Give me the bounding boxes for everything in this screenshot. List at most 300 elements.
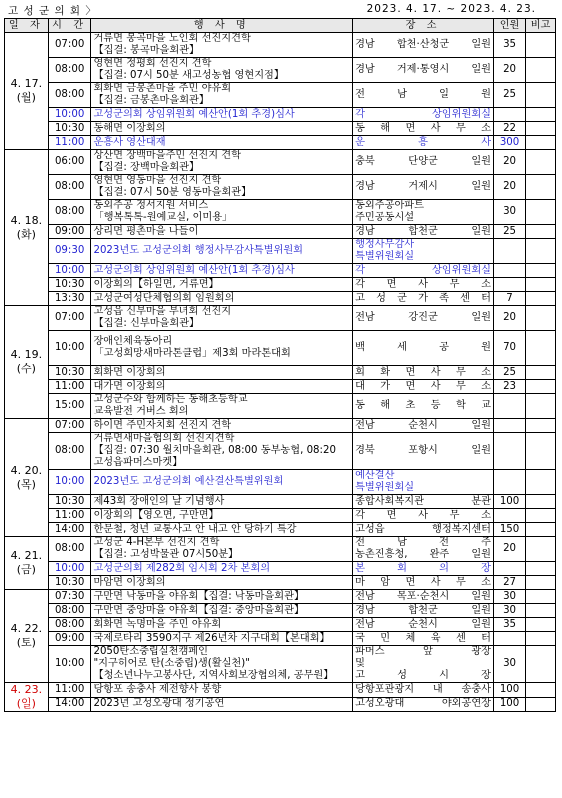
text-line: 특별위원회실 (355, 482, 415, 493)
event-cell (91, 419, 353, 433)
table-row (5, 108, 556, 122)
note-cell (526, 697, 556, 712)
text-line: 마 암 면 사 무 소 (355, 576, 492, 588)
attendees-cell: 300 (494, 136, 526, 150)
event-cell (91, 562, 353, 576)
text-line: 고성오광대 야외공연장 (355, 698, 492, 710)
attendees-cell: 25 (494, 366, 526, 380)
note-cell (526, 562, 556, 576)
text-line: 4. 21. (10, 549, 43, 562)
place-cell (353, 306, 494, 331)
text-line: 각 상임위원회실 (355, 108, 492, 120)
attendees-cell: 30 (494, 590, 526, 604)
event-line: 【집결: 신부마을회관】 (93, 318, 200, 329)
time-cell: 07:30 (48, 590, 91, 604)
attendees-cell: 30 (494, 604, 526, 618)
table-row (5, 225, 556, 239)
note-cell (526, 278, 556, 292)
attendees-cell (494, 562, 526, 576)
header-period: 2023. 4. 17. ~ 2023. 4. 23. (366, 3, 536, 15)
event-cell (91, 433, 353, 470)
event-cell (91, 175, 353, 200)
place-cell (353, 632, 494, 646)
note-cell (526, 590, 556, 604)
attendees-cell: 7 (494, 292, 526, 306)
place-cell (353, 83, 494, 108)
table-row (5, 697, 556, 712)
event-line: 【청소년나누고봉사단, 지역사회보장협의체, 공무원】 (93, 670, 334, 681)
table-row (5, 576, 556, 590)
time-cell: 07:00 (48, 33, 91, 58)
text-line: 경남 합천·산청군 일원 (355, 39, 492, 50)
attendees-cell (494, 278, 526, 292)
event-line: 구만면 낙동마을 야유회【집결: 낙동마을회관】 (93, 590, 305, 602)
page-header (0, 0, 562, 18)
table-header-row (5, 19, 556, 33)
note-cell (526, 523, 556, 537)
table-row (5, 175, 556, 200)
attendees-cell: 20 (494, 150, 526, 175)
event-cell (91, 394, 353, 419)
note-cell (526, 331, 556, 366)
text-line: 4. 17. (10, 77, 43, 90)
event-line: 【집결: 봉곡마을회관】 (93, 45, 200, 56)
table-row (5, 239, 556, 264)
day-cell (5, 33, 49, 150)
attendees-cell (494, 509, 526, 523)
attendees-cell: 20 (494, 306, 526, 331)
attendees-cell (494, 632, 526, 646)
time-cell: 08:00 (48, 537, 91, 562)
event-cell (91, 264, 353, 278)
event-cell (91, 366, 353, 380)
text-line: 종합사회복지관 분관 (355, 495, 492, 507)
place-cell (353, 175, 494, 200)
place-cell (353, 58, 494, 83)
event-line: 회화면 금봉촌마을 주민 야유회 (93, 83, 232, 94)
event-cell (91, 537, 353, 562)
attendees-cell: 20 (494, 537, 526, 562)
text-line: 대 가 면 사 무 소 (355, 380, 492, 392)
event-line: 동해면 이장회의 (93, 122, 166, 134)
place-cell (353, 697, 494, 712)
text-line: 회 화 면 사 무 소 (355, 366, 492, 378)
event-line: 고성군의회 제282회 임시회 2차 본회의 (93, 562, 271, 574)
text-line: (수) (16, 362, 36, 375)
place-cell (353, 509, 494, 523)
place-cell (353, 537, 494, 562)
event-line: 고성군의회 상임위원회 예산안(1회 추경)심사 (93, 264, 295, 276)
note-cell (526, 495, 556, 509)
attendees-cell: 150 (494, 523, 526, 537)
text-line: 행정사무감사 (355, 239, 415, 250)
text-line: 각 면 사 무 소 (355, 278, 492, 290)
text-line: 국 민 체 육 센 터 (355, 632, 492, 644)
table-row (5, 495, 556, 509)
place-cell (353, 576, 494, 590)
text-line: 동외주공아파트 (355, 200, 424, 211)
schedule-table (4, 18, 556, 712)
text-line: 고 성 시 장 (355, 670, 492, 681)
text-line: 특별위원회실 (355, 251, 415, 262)
place-cell (353, 590, 494, 604)
attendees-cell (494, 108, 526, 122)
event-line: 거류면새마을협의회 선진지견학 (93, 433, 235, 444)
note-cell (526, 264, 556, 278)
text-line: 4. 19. (10, 348, 43, 361)
place-cell (353, 225, 494, 239)
text-line: 전남 강진군 일원 (355, 312, 492, 323)
day-cell (5, 537, 49, 590)
event-line: 회화면 이장회의 (93, 366, 166, 378)
time-cell: 15:00 (48, 394, 91, 419)
event-line: 2023년도 고성군의회 예산결산특별위원회 (93, 476, 284, 487)
text-line: 본 회 의 장 (355, 562, 492, 574)
day-cell (5, 683, 49, 712)
attendees-cell: 30 (494, 200, 526, 225)
note-cell (526, 380, 556, 394)
event-line: 【집결: 장백마을회관】 (93, 162, 200, 173)
attendees-cell (494, 239, 526, 264)
place-cell (353, 562, 494, 576)
attendees-cell (494, 419, 526, 433)
time-cell: 08:00 (48, 433, 91, 470)
place-cell (353, 394, 494, 419)
table-row (5, 58, 556, 83)
text-line: 동 해 면 사 무 소 (355, 122, 492, 134)
event-line: 대가면 이장회의 (93, 380, 166, 392)
event-cell (91, 108, 353, 122)
note-cell (526, 470, 556, 495)
text-line: 고성읍 행정복지센터 (355, 523, 492, 535)
col-header-event: 행 사 명 (91, 19, 353, 33)
event-cell (91, 225, 353, 239)
event-cell (91, 278, 353, 292)
event-line: 고성군 4-H본부 선진지 견학 (93, 537, 220, 548)
event-cell (91, 618, 353, 632)
note-cell (526, 366, 556, 380)
event-cell (91, 380, 353, 394)
attendees-cell: 100 (494, 683, 526, 698)
note-cell (526, 150, 556, 175)
text-line: 4. 22. (10, 622, 43, 635)
event-cell (91, 576, 353, 590)
time-cell: 08:00 (48, 83, 91, 108)
attendees-cell: 23 (494, 380, 526, 394)
table-row (5, 264, 556, 278)
event-line: 【집결: 07시 50분 영동마을회관】 (93, 187, 252, 198)
time-cell: 10:30 (48, 495, 91, 509)
table-row (5, 590, 556, 604)
place-cell (353, 292, 494, 306)
attendees-cell: 20 (494, 175, 526, 200)
note-cell (526, 509, 556, 523)
place-cell (353, 278, 494, 292)
table-row (5, 366, 556, 380)
event-line: 구만면 중앙마을 야유회【집결: 중앙마을회관】 (93, 604, 305, 616)
time-cell: 14:00 (48, 523, 91, 537)
table-row (5, 380, 556, 394)
place-cell (353, 683, 494, 698)
table-row (5, 306, 556, 331)
place-cell (353, 618, 494, 632)
attendees-cell: 35 (494, 618, 526, 632)
table-row (5, 136, 556, 150)
time-cell: 09:30 (48, 239, 91, 264)
text-line: 경남 합천군 일원 (355, 225, 492, 237)
note-cell (526, 576, 556, 590)
attendees-cell: 22 (494, 122, 526, 136)
time-cell: 10:00 (48, 108, 91, 122)
note-cell (526, 292, 556, 306)
event-cell (91, 470, 353, 495)
place-cell (353, 419, 494, 433)
text-line: 농촌진흥청, 완주 일원 (355, 549, 492, 560)
text-line: (토) (16, 636, 36, 649)
event-line: 【집결: 07:30 월치마을회관, 08:00 동부농협, 08:20 (93, 445, 336, 456)
col-header-time: 시 간 (48, 19, 91, 33)
event-line: 고성읍파머스마켓】 (93, 457, 183, 468)
time-cell: 13:30 (48, 292, 91, 306)
text-line: (월) (16, 91, 36, 104)
note-cell (526, 632, 556, 646)
schedule-body (5, 33, 556, 712)
event-cell (91, 331, 353, 366)
text-line: 전 남 일 원 (355, 89, 492, 100)
note-cell (526, 108, 556, 122)
event-cell (91, 604, 353, 618)
note-cell (526, 136, 556, 150)
place-cell (353, 646, 494, 683)
event-cell (91, 509, 353, 523)
place-cell (353, 150, 494, 175)
event-line: 국제로타리 3590지구 제26년차 지구대회【본대회】 (93, 632, 330, 644)
event-line: 하이면 주민자치회 선진지 견학 (93, 419, 232, 431)
table-row (5, 433, 556, 470)
text-line: 및 (355, 658, 365, 669)
event-cell (91, 239, 353, 264)
event-cell (91, 495, 353, 509)
event-cell (91, 697, 353, 712)
time-cell: 09:00 (48, 632, 91, 646)
event-line: 상리면 평촌마을 나들이 (93, 225, 199, 237)
event-line: 【집결: 07시 50분 새고성농협 영현지점】 (93, 70, 285, 81)
note-cell (526, 683, 556, 698)
event-cell (91, 523, 353, 537)
text-line: 전남 순천시 일원 (355, 618, 492, 630)
table-row (5, 470, 556, 495)
place-cell (353, 33, 494, 58)
time-cell: 11:00 (48, 380, 91, 394)
text-line: 4. 20. (10, 463, 43, 477)
event-line: "지구히어로 탄(소중립)생(활실천)" (93, 658, 250, 669)
attendees-cell (494, 433, 526, 470)
text-line: 각 면 사 무 소 (355, 509, 492, 521)
event-line: 2023년도 고성군의회 행정사무감사특별위원회 (93, 245, 304, 256)
place-cell (353, 331, 494, 366)
time-cell: 14:00 (48, 697, 91, 712)
text-line: 경북 포항시 일원 (355, 445, 492, 456)
attendees-cell: 20 (494, 58, 526, 83)
place-cell (353, 108, 494, 122)
event-line: 【집결: 고성박물관 07시50분】 (93, 549, 239, 560)
place-cell (353, 470, 494, 495)
place-cell (353, 523, 494, 537)
col-header-day: 일 자 (5, 19, 49, 33)
event-line: 고성군수와 함께하는 동해초등학교 (93, 394, 248, 405)
col-header-note: 비고 (526, 19, 556, 33)
event-cell (91, 58, 353, 83)
table-row (5, 537, 556, 562)
event-line: 한문철, 청년 교통사고 안 내고 안 당하기 특강 (93, 523, 297, 535)
table-row (5, 278, 556, 292)
time-cell: 08:00 (48, 618, 91, 632)
attendees-cell: 25 (494, 225, 526, 239)
time-cell: 06:00 (48, 150, 91, 175)
note-cell (526, 225, 556, 239)
attendees-cell (494, 264, 526, 278)
text-line: 전 남 전 주 (355, 537, 492, 548)
text-line: (일) (16, 697, 36, 710)
place-cell (353, 380, 494, 394)
event-line: 거류면 봉곡마을 노인회 선진지견학 (93, 33, 251, 44)
text-line: 각 상임위원회실 (355, 264, 492, 276)
event-line: 이장회의【영오면, 구만면】 (93, 509, 219, 521)
place-cell (353, 495, 494, 509)
place-cell (353, 433, 494, 470)
time-cell: 07:00 (48, 306, 91, 331)
event-line: 【집결: 금봉촌마을회관】 (93, 95, 210, 106)
note-cell (526, 604, 556, 618)
text-line: 전남 순천시 일원 (355, 419, 492, 431)
time-cell: 08:00 (48, 200, 91, 225)
time-cell: 10:00 (48, 331, 91, 366)
event-line: 고성군여성단체협의회 임원회의 (93, 292, 235, 304)
event-cell (91, 646, 353, 683)
table-row (5, 200, 556, 225)
text-line: (목) (16, 477, 36, 491)
table-row (5, 122, 556, 136)
event-line: 고성군의회 상임위원회 예산안(1회 추경)심사 (93, 108, 295, 120)
event-line: 동외주공 정서지원 서비스 (93, 200, 209, 211)
attendees-cell (494, 394, 526, 419)
time-cell: 08:00 (48, 175, 91, 200)
event-line: 이장회의【하일면, 거류면】 (93, 278, 219, 290)
table-row (5, 632, 556, 646)
event-line: 상산면 장백마을주민 선진지 견학 (93, 150, 241, 161)
table-row (5, 394, 556, 419)
event-cell (91, 590, 353, 604)
note-cell (526, 33, 556, 58)
table-row (5, 33, 556, 58)
note-cell (526, 618, 556, 632)
event-cell (91, 122, 353, 136)
event-line: 당항포 송충사 제전향사 봉향 (93, 683, 222, 695)
time-cell: 10:00 (48, 264, 91, 278)
note-cell (526, 239, 556, 264)
event-cell (91, 33, 353, 58)
event-line: 영현면 영동마을 선진지 견학 (93, 175, 222, 186)
attendees-cell: 25 (494, 83, 526, 108)
note-cell (526, 419, 556, 433)
text-line: 당항포관광지 내 송충사 (355, 683, 492, 695)
event-cell (91, 83, 353, 108)
time-cell: 08:00 (48, 604, 91, 618)
attendees-cell: 27 (494, 576, 526, 590)
time-cell: 10:00 (48, 562, 91, 576)
table-row (5, 562, 556, 576)
place-cell (353, 239, 494, 264)
event-line: 고성읍 신부마을 부녀회 선진지 (93, 306, 232, 317)
attendees-cell: 100 (494, 697, 526, 712)
text-line: 동 해 초 등 학 교 (355, 400, 492, 411)
attendees-cell: 35 (494, 33, 526, 58)
time-cell: 11:00 (48, 136, 91, 150)
table-row (5, 509, 556, 523)
table-row (5, 618, 556, 632)
place-cell (353, 264, 494, 278)
time-cell: 10:30 (48, 122, 91, 136)
table-row (5, 331, 556, 366)
note-cell (526, 122, 556, 136)
text-line: 경남 합천군 일원 (355, 604, 492, 616)
time-cell: 09:00 (48, 225, 91, 239)
header-title: 고 성 군 의 회 〉 (8, 5, 97, 17)
text-line: 운 흥 사 (355, 136, 492, 148)
note-cell (526, 58, 556, 83)
col-header-attendees: 인원 (494, 19, 526, 33)
day-cell (5, 150, 49, 306)
table-row (5, 523, 556, 537)
place-cell (353, 604, 494, 618)
event-line: 2023년 고성오광대 정기공연 (93, 698, 225, 710)
event-line: 장애인체육동아리 (93, 336, 173, 347)
note-cell (526, 200, 556, 225)
event-cell (91, 632, 353, 646)
place-cell (353, 366, 494, 380)
text-line: 충북 단양군 일원 (355, 156, 492, 167)
day-cell (5, 419, 49, 537)
event-line: 2050탄소중립실천캠페인 (93, 646, 208, 657)
event-line: 운흥사 영산대재 (93, 136, 166, 148)
table-row (5, 419, 556, 433)
event-line: 마암면 이장회의 (93, 576, 166, 588)
time-cell: 10:30 (48, 278, 91, 292)
event-line: 제43회 장애인의 날 기념행사 (93, 495, 225, 507)
event-line: 회화면 녹명마을 주민 야유회 (93, 618, 222, 630)
time-cell: 11:00 (48, 509, 91, 523)
event-cell (91, 200, 353, 225)
time-cell: 08:00 (48, 58, 91, 83)
text-line: (화) (16, 227, 36, 241)
table-row (5, 83, 556, 108)
text-line: 4. 23. (10, 683, 43, 696)
note-cell (526, 394, 556, 419)
text-line: (금) (16, 563, 36, 576)
event-line: 교육발전 거버스 회의 (93, 406, 189, 417)
text-line: 고 성 군 가 족 센 터 (355, 292, 492, 304)
time-cell: 11:00 (48, 683, 91, 698)
table-row (5, 150, 556, 175)
text-line: 주민공동시설 (355, 212, 415, 223)
text-line: 파머스 앞 광장 (355, 646, 492, 657)
event-cell (91, 150, 353, 175)
time-cell: 10:30 (48, 366, 91, 380)
time-cell: 07:00 (48, 419, 91, 433)
table-row (5, 646, 556, 683)
event-cell (91, 306, 353, 331)
text-line: 전남 목포·순천시 일원 (355, 590, 492, 602)
